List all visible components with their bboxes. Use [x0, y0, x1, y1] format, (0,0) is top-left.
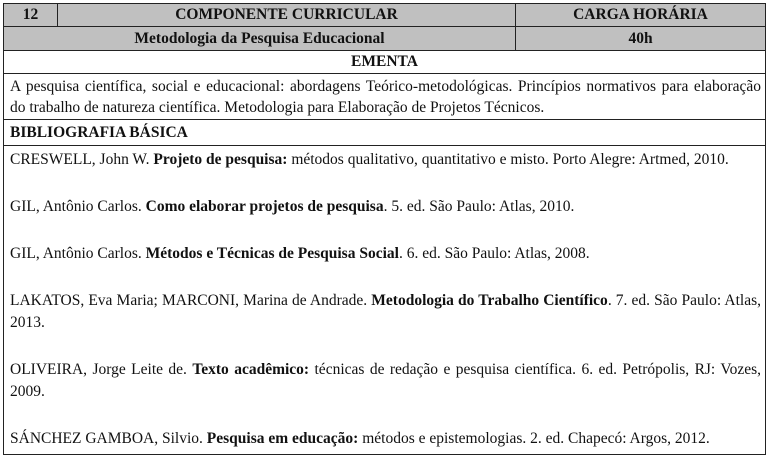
component-name: Metodologia da Pesquisa Educacional — [134, 29, 385, 47]
component-row — [4, 27, 765, 51]
reference-title: Metodologia do Trabalho Científico — [371, 292, 608, 309]
bibliography-title-row — [4, 120, 765, 146]
reference-title: Pesquisa em educação: — [206, 430, 359, 447]
reference-author: OLIVEIRA, Jorge Leite de. — [10, 361, 193, 378]
reference-author: CRESWELL, John W. — [10, 151, 154, 168]
curriculum-table — [3, 3, 766, 455]
reference-title: Texto acadêmico: — [192, 361, 310, 378]
reference-details: . 7. ed. São Paulo: Atlas, 2013. — [10, 292, 761, 331]
component-number: 12 — [22, 6, 39, 23]
reference-item — [10, 428, 761, 450]
reference-details: técnicas de redação e pesquisa científica. 6. ed. Petrópolis, RJ: Vozes, 2009. — [10, 361, 761, 400]
reference-title: Métodos e Técnicas de Pesquisa Social — [145, 245, 399, 262]
reference-title: Como elaborar projetos de pesquisa — [145, 198, 384, 215]
reference-item — [10, 149, 761, 171]
reference-item — [10, 290, 761, 334]
reference-details: . 6. ed. São Paulo: Atlas, 2008. — [398, 245, 590, 262]
ementa-title-row — [4, 51, 765, 74]
reference-author: LAKATOS, Eva Maria; MARCONI, Marina de Andrade. — [10, 292, 372, 309]
reference-item — [10, 243, 761, 265]
reference-author: SÁNCHEZ GAMBOA, Silvio. — [10, 430, 207, 447]
reference-author: GIL, Antônio Carlos. — [10, 198, 146, 215]
ementa-row — [4, 74, 765, 120]
workload-value: 40h — [515, 27, 765, 50]
reference-item — [10, 359, 761, 403]
component-label: COMPONENTE CURRICULAR — [57, 4, 515, 26]
ementa-text: A pesquisa científica, social e educacional: abordagens Teórico-metodológicas. Princípios normativos para elaboração do trabalho de natureza científica. Metodologia para Elaboração de Projetos Técnicos. — [10, 78, 761, 116]
workload-label: CARGA HORÁRIA — [515, 4, 765, 26]
reference-details: métodos e epistemologias. 2. ed. Chapecó: Argos, 2012. — [358, 430, 710, 447]
bibliography-list — [4, 146, 765, 454]
reference-details: . 5. ed. São Paulo: Atlas, 2010. — [383, 198, 575, 215]
bibliography-title: BIBLIOGRAFIA BÁSICA — [10, 123, 188, 141]
ementa-title: EMENTA — [351, 53, 418, 70]
bibliography-row — [4, 146, 765, 454]
header-row — [4, 4, 765, 27]
reference-author: GIL, Antônio Carlos. — [10, 245, 146, 262]
reference-title: Projeto de pesquisa: — [153, 151, 288, 168]
reference-item — [10, 196, 761, 218]
reference-details: métodos qualitativo, quantitativo e misto. Porto Alegre: Artmed, 2010. — [287, 151, 729, 168]
